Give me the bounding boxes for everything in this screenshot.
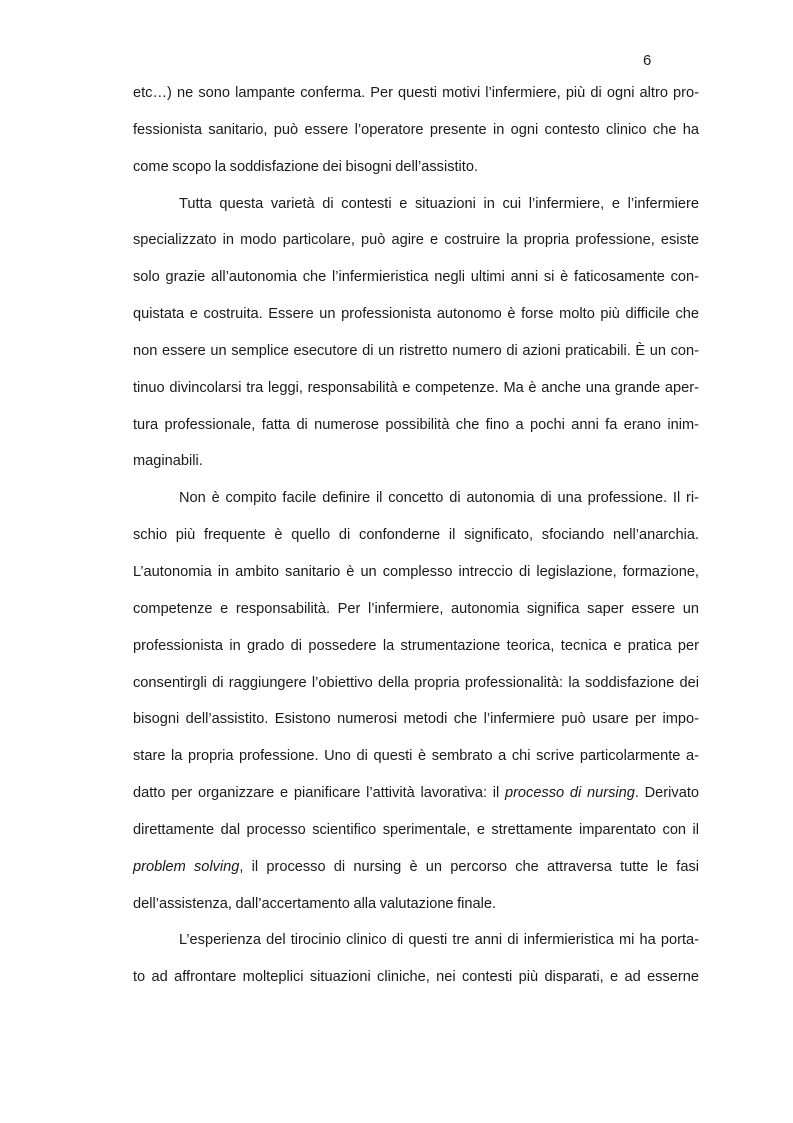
- paragraph-line: tura professionale, fatta di numerose possibilità che fino a pochi anni fa erano inim-: [133, 416, 699, 433]
- italic-term-problem-solving: problem solving: [133, 858, 240, 875]
- paragraph-line: professionista in grado di possedere la strumentazione teorica, tecnica e pratica per: [133, 637, 699, 654]
- paragraph-line: direttamente dal processo scientifico sperimentale, e strettamente imparentato con il: [133, 821, 699, 838]
- paragraph-line: quistata e costruita. Essere un professionista autonomo è forse molto più difficile che: [133, 306, 699, 323]
- paragraph-line: non essere un semplice esecutore di un ristretto numero di azioni praticabili. È un con-: [133, 342, 699, 359]
- paragraph-line: solo grazie all’autonomia che l’infermieristica negli ultimi anni si è faticosamente con-: [133, 269, 699, 286]
- paragraph-line: etc…) ne sono lampante conferma. Per questi motivi l’infermiere, più di ogni altro pro-: [133, 85, 699, 101]
- paragraph-4: [133, 922, 699, 996]
- paragraph-line: dell’assistenza, dall’accertamento alla valutazione finale.: [133, 895, 497, 912]
- paragraph-line: schio più frequente è quello di confonderne il significato, sfociando nell’anarchia.: [133, 527, 699, 544]
- paragraph-line-with-italic: [133, 849, 699, 886]
- paragraph-2: [133, 186, 699, 481]
- paragraph-line: Non è compito facile definire il concetto di autonomia di una professione. Il ri-: [179, 490, 699, 507]
- paragraph-line: to ad affrontare molteplici situazioni cliniche, nei contesti più disparati, e ad esserne: [133, 969, 699, 986]
- paragraph-line: L’autonomia in ambito sanitario è un complesso intreccio di legislazione, formazione,: [133, 563, 699, 580]
- paragraph-1: [133, 75, 699, 186]
- paragraph-line: competenze e responsabilità. Per l’infermiere, autonomia significa saper essere un: [133, 600, 699, 617]
- paragraph-line: consentirgli di raggiungere l’obiettivo della propria professionalità: la soddisfazione dei: [133, 674, 699, 691]
- paragraph-line: L’esperienza del tirocinio clinico di questi tre anni di infermieristica mi ha porta-: [179, 932, 699, 949]
- document-body: [133, 75, 699, 996]
- paragraph-line: tinuo divincolarsi tra leggi, responsabilità e competenze. Ma è anche una grande aper-: [133, 379, 699, 396]
- paragraph-line: maginabili.: [133, 453, 203, 470]
- paragraph-line: fessionista sanitario, può essere l’operatore presente in ogni contesto clinico che ha: [133, 121, 699, 138]
- page-number: 6: [643, 52, 652, 69]
- paragraph-line: Tutta questa varietà di contesti e situazioni in cui l’infermiere, e l’infermiere: [179, 195, 699, 212]
- paragraph-line: stare la propria professione. Uno di questi è sembrato a chi scrive particolarmente a-: [133, 748, 699, 765]
- paragraph-line: specializzato in modo particolare, può agire e costruire la propria professione, esiste: [133, 232, 699, 249]
- line-text: datto per organizzare e pianificare l’attività lavorativa: il: [133, 785, 505, 802]
- line-text: , il processo di nursing è un percorso che attraversa tutte le fasi: [239, 858, 699, 875]
- paragraph-line: bisogni dell’assistito. Esistono numerosi metodi che l’infermiere può usare per impo-: [133, 711, 699, 728]
- paragraph-line-with-italic: [133, 775, 699, 812]
- line-text: . Derivato: [634, 785, 699, 802]
- italic-term-processo-di-nursing: processo di nursing: [504, 785, 635, 802]
- paragraph-3: [133, 480, 699, 922]
- paragraph-line: come scopo la soddisfazione dei bisogni dell’assistito.: [133, 158, 479, 175]
